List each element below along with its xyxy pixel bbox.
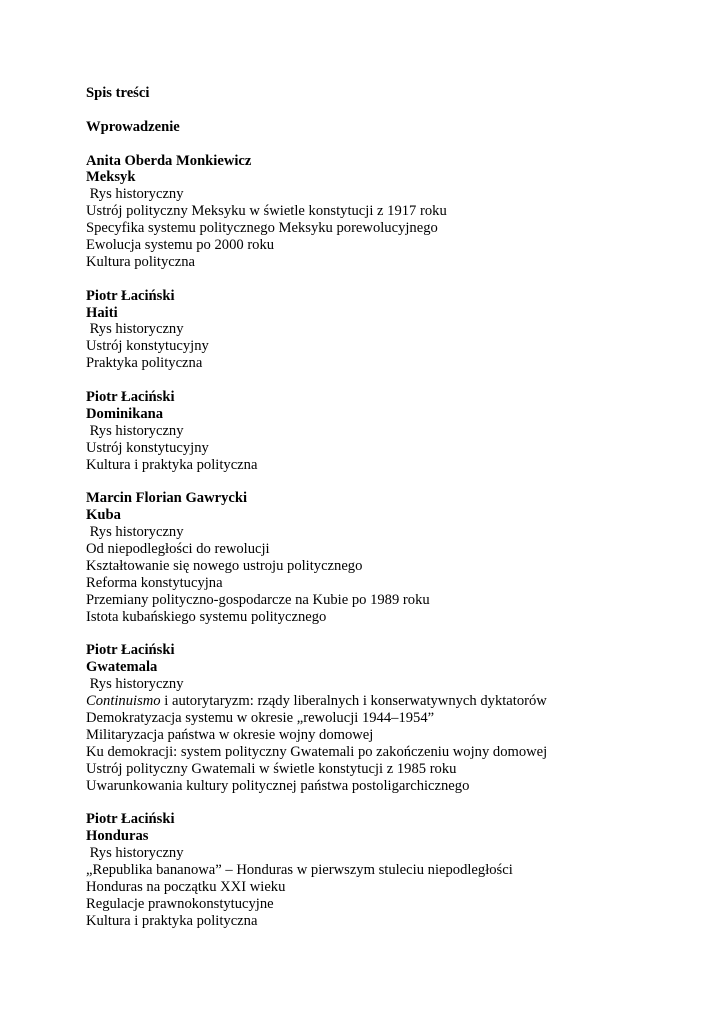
chapter-country: Meksyk — [86, 169, 136, 186]
chapter-item: Militaryzacja państwa w okresie wojny domowej — [86, 726, 374, 743]
chapter-item: Rys historyczny — [86, 186, 184, 203]
chapter-honduras — [86, 811, 706, 929]
chapter-item: Regulacje prawnokonstytucyjne — [86, 895, 274, 912]
italic-term: Continuismo — [86, 693, 161, 710]
chapter-item: Od niepodległości do rewolucji — [86, 541, 270, 558]
chapter-item: Kultura i praktyka polityczna — [86, 912, 258, 929]
chapter-country: Haiti — [86, 304, 118, 321]
chapter-item-continuismo — [86, 693, 706, 710]
chapter-gwatemala — [86, 642, 706, 794]
table-of-contents — [86, 85, 706, 930]
chapter-author: Piotr Łaciński — [86, 287, 175, 304]
chapter-item: Honduras na początku XXI wieku — [86, 878, 286, 895]
chapter-item: Rys historyczny — [86, 845, 184, 862]
chapter-country: Honduras — [86, 828, 149, 845]
chapter-author: Piotr Łaciński — [86, 811, 175, 828]
chapter-item: Rys historyczny — [86, 524, 184, 541]
chapter-author: Marcin Florian Gawrycki — [86, 490, 248, 507]
chapter-item: Kształtowanie się nowego ustroju politycznego — [86, 557, 363, 574]
toc-title: Spis treści — [86, 85, 150, 101]
chapter-item: Kultura i praktyka polityczna — [86, 456, 258, 473]
chapter-item: Istota kubańskiego systemu politycznego — [86, 608, 327, 625]
chapter-item: Rys historyczny — [86, 422, 184, 439]
chapter-kuba — [86, 490, 706, 625]
chapter-meksyk — [86, 153, 706, 271]
chapter-item: Ustrój konstytucyjny — [86, 338, 209, 355]
chapter-country: Kuba — [86, 507, 121, 524]
chapter-dominikana — [86, 389, 706, 473]
chapter-item: Specyfika systemu politycznego Meksyku porewolucyjnego — [86, 220, 438, 237]
chapter-author: Piotr Łaciński — [86, 389, 175, 406]
chapter-item: Ewolucja systemu po 2000 roku — [86, 237, 275, 254]
introduction-heading: Wprowadzenie — [86, 118, 180, 135]
chapter-item: Ustrój polityczny Meksyku w świetle konstytucji z 1917 roku — [86, 203, 447, 220]
chapter-item: Ustrój konstytucyjny — [86, 439, 209, 456]
chapter-country: Dominikana — [86, 405, 164, 422]
chapter-item: Kultura polityczna — [86, 253, 196, 270]
chapter-item: Demokratyzacja systemu w okresie „rewolucji 1944–1954” — [86, 709, 435, 726]
chapter-item: „Republika bananowa” – Honduras w pierwszym stuleciu niepodległości — [86, 861, 513, 878]
chapter-country: Gwatemala — [86, 659, 158, 676]
chapter-author: Anita Oberda Monkiewicz — [86, 152, 252, 169]
chapter-item: Ku demokracji: system polityczny Gwatemali po zakończeniu wojny domowej — [86, 743, 548, 760]
chapter-item: Rys historyczny — [86, 321, 184, 338]
chapter-haiti — [86, 288, 706, 372]
chapter-author: Piotr Łaciński — [86, 642, 175, 659]
chapter-item: Reforma konstytucyjna — [86, 574, 223, 591]
chapter-item-text: i autorytaryzm: rządy liberalnych i konserwatywnych dyktatorów — [160, 693, 547, 710]
chapter-item: Uwarunkowania kultury politycznej państwa postoligarchicznego — [86, 777, 470, 794]
chapter-item: Rys historyczny — [86, 676, 184, 693]
chapter-item: Praktyka polityczna — [86, 355, 203, 372]
chapter-item: Ustrój polityczny Gwatemali w świetle konstytucji z 1985 roku — [86, 760, 457, 777]
chapter-item: Przemiany polityczno-gospodarcze na Kubie po 1989 roku — [86, 591, 430, 608]
